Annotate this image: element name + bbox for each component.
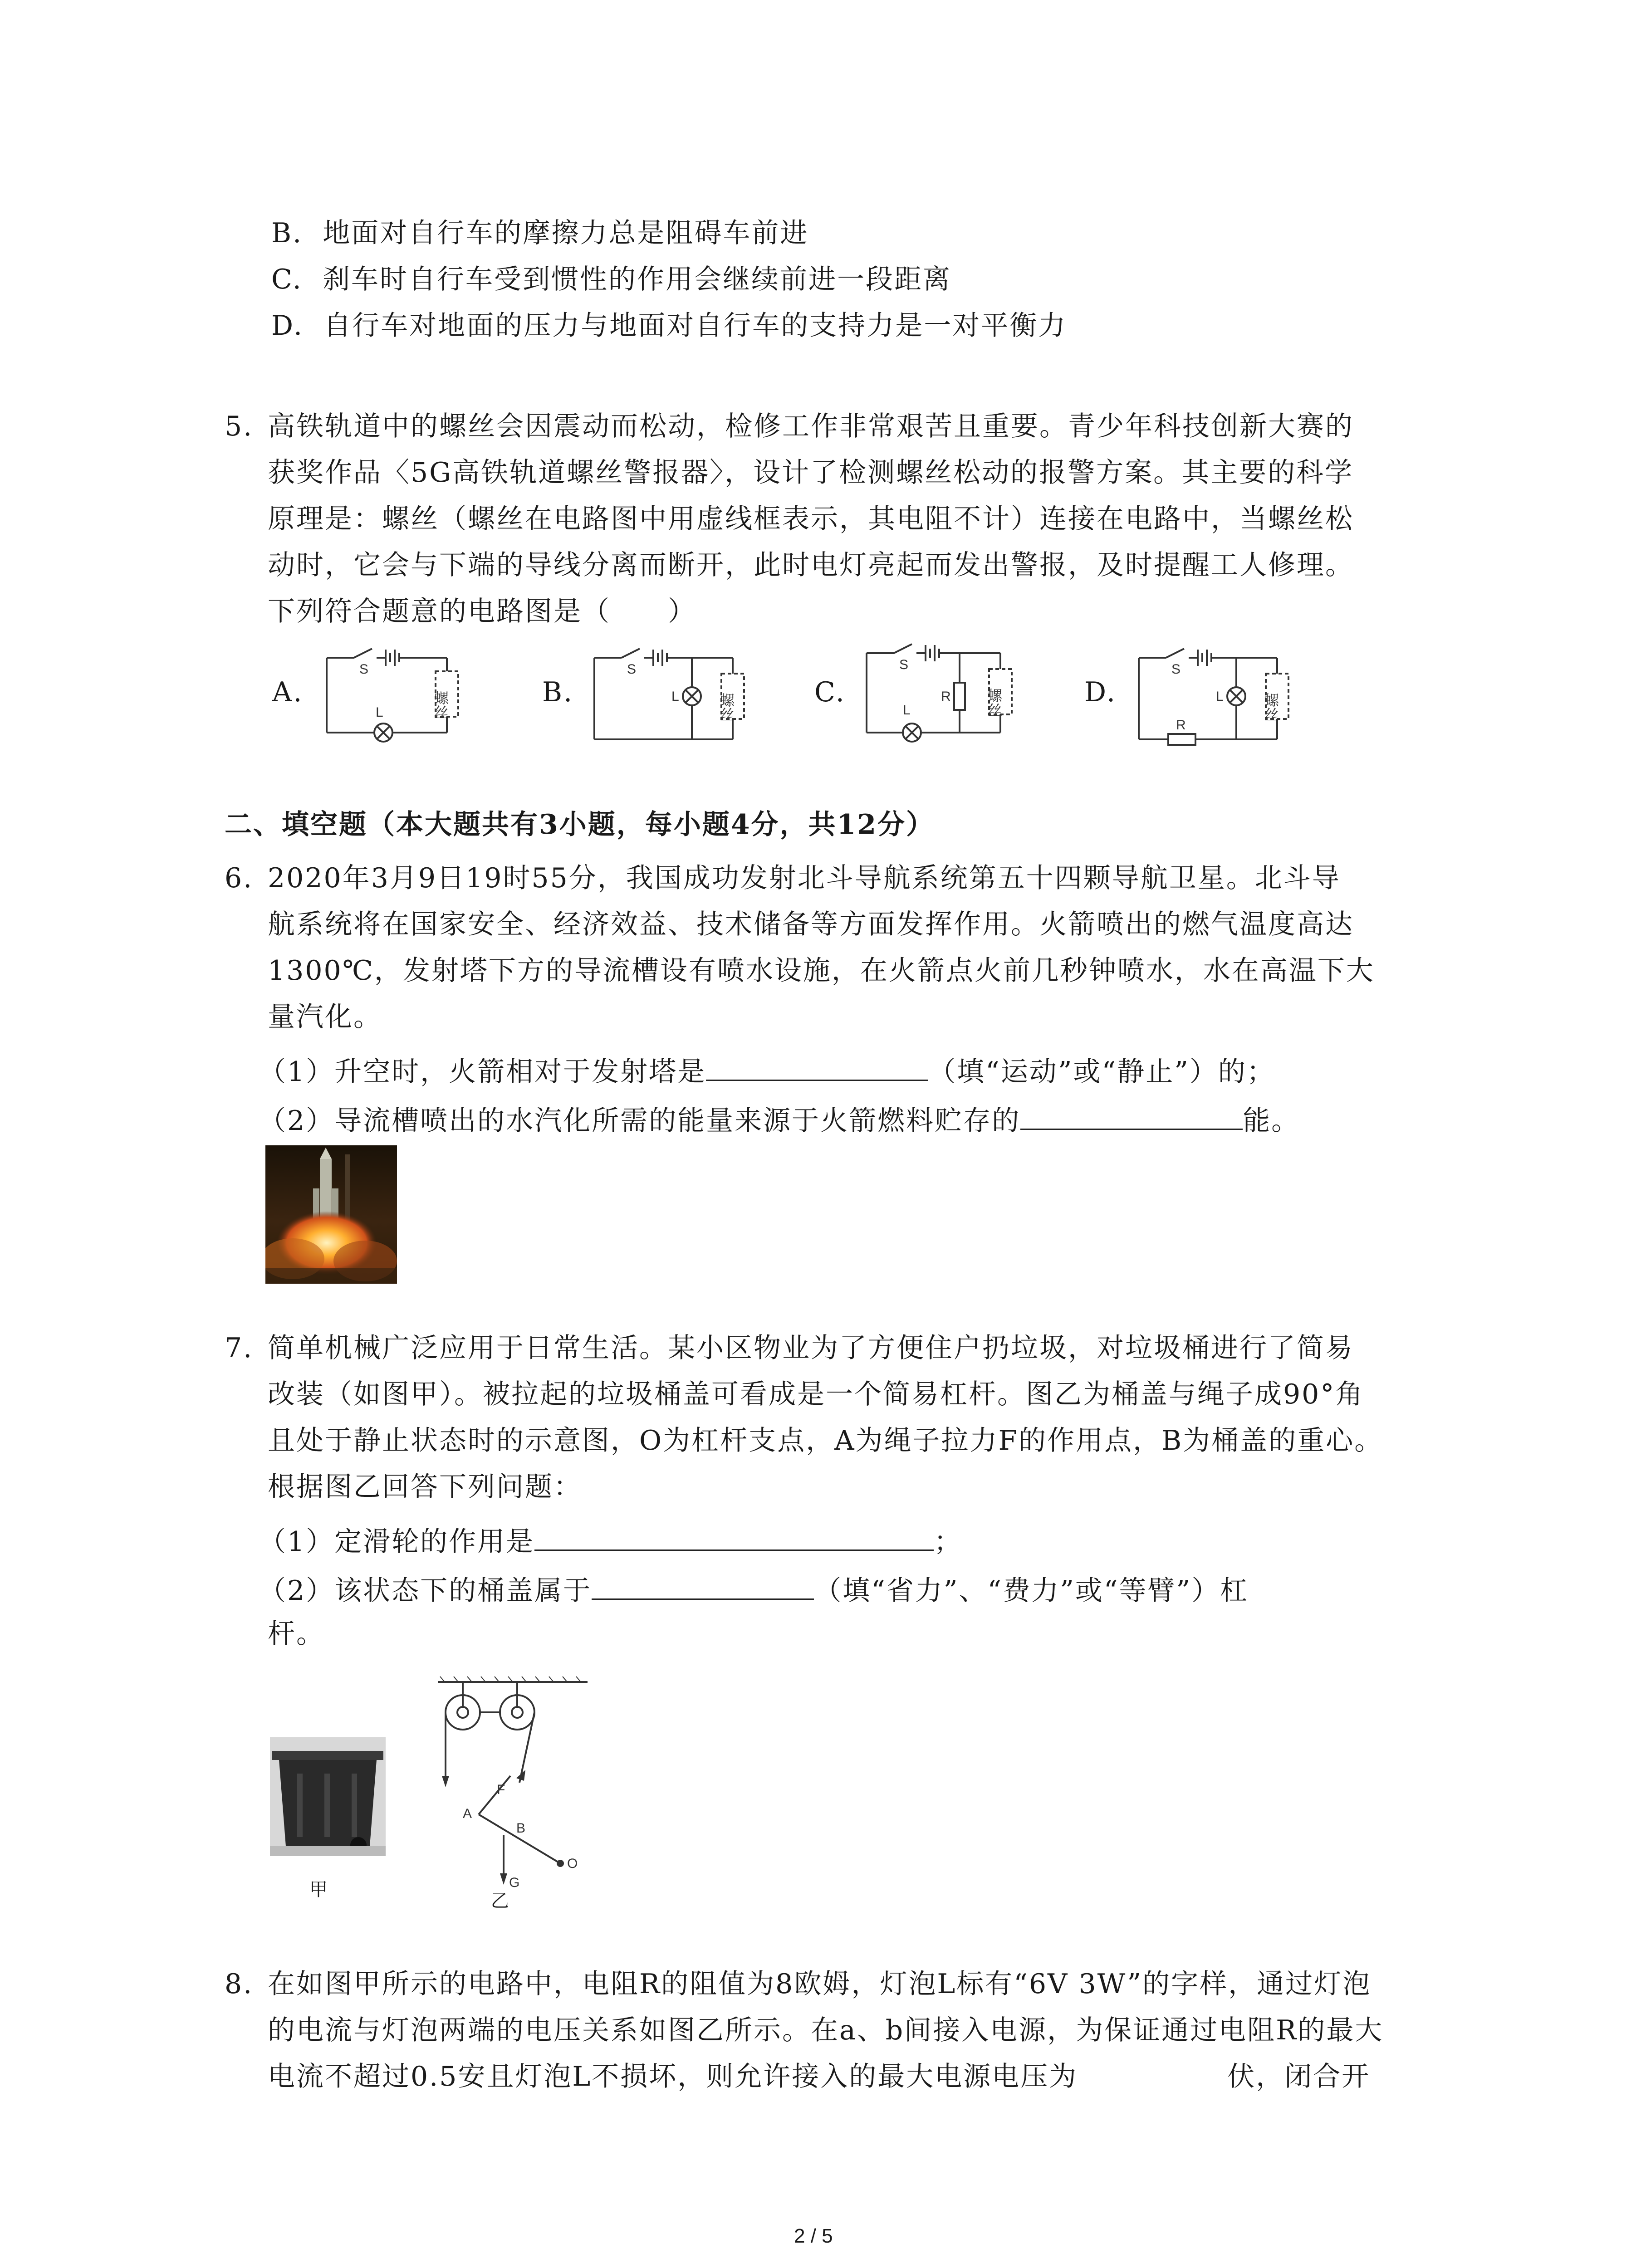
q8-line-2: 的电流与灯泡两端的电压关系如图乙所示。在a、b间接入电源，为保证通过电阻R的最大 (268, 2014, 1384, 2046)
q7-answer-blank-1[interactable] (534, 1521, 934, 1551)
resistor-label: R (1176, 718, 1186, 733)
q8-line-3: 电流不超过0.5安且灯泡L不损坏，则允许接入的最大电源电压为 伏，闭合开 (268, 2061, 1371, 2092)
q4-option-d: D. 自行车对地面的压力与地面对自行车的支持力是一对平衡力 (271, 310, 1067, 342)
q6-sub-1: （1）升空时，火箭相对于发射塔是 （填“运动”或“静止”）的； (259, 1051, 1275, 1088)
q5-option-a-label: A. (272, 676, 304, 708)
q8-number: 8. (225, 1968, 254, 2000)
lamp-label: L (1216, 689, 1224, 704)
q6-line-3: 1300℃，发射塔下方的导流槽设有喷水设施，在火箭点火前几秒钟喷水，水在高温下大 (268, 955, 1375, 987)
q5-number: 5. (225, 411, 254, 442)
resistor-label: R (941, 689, 951, 704)
circuit-diagram-d (1130, 644, 1302, 753)
q4-option-b: B. 地面对自行车的摩擦力总是阻碍车前进 (271, 217, 809, 249)
screw-label: 螺丝 (432, 690, 449, 719)
rocket-launch-photo (265, 1145, 397, 1284)
lamp-label: L (671, 689, 679, 704)
q4-option-c: C. 刹车时自行车受到惯性的作用会继续前进一段距离 (271, 264, 951, 295)
lever-diagram (431, 1674, 594, 1901)
screw-label: 螺丝 (718, 693, 735, 722)
q5-option-d-label: D. (1084, 676, 1117, 708)
figure-label-b: 乙 (491, 1891, 510, 1911)
q5-line-1: 高铁轨道中的螺丝会因震动而松动，检修工作非常艰苦且重要。青少年科技创新大赛的 (268, 411, 1354, 442)
force-f-label: F (497, 1782, 505, 1797)
q7-number: 7. (225, 1332, 254, 1364)
gravity-g-label: G (509, 1875, 520, 1890)
trash-bin-photo (270, 1737, 386, 1856)
q7-answer-blank-2[interactable] (592, 1570, 814, 1600)
q8-line-1: 在如图甲所示的电路中，电阻R的阻值为8欧姆，灯泡L标有“6V 3W”的字样，通过灯泡 (268, 1968, 1372, 2000)
q7-line-1: 简单机械广泛应用于日常生活。某小区物业为了方便住户扔垃圾，对垃圾桶进行了简易 (268, 1332, 1354, 1364)
q5-line-4: 动时，它会与下端的导线分离而断开，此时电灯亮起而发出警报，及时提醒工人修理。 (268, 549, 1354, 581)
q7-line-3: 且处于静止状态时的示意图，O为杠杆支点，A为绳子拉力F的作用点，B为桶盖的重心。 (268, 1425, 1383, 1457)
page-number: 2 / 5 (794, 2225, 833, 2247)
q5-line-5: 下列符合题意的电路图是（ ） (268, 596, 696, 627)
q5-option-c-label: C. (814, 676, 846, 708)
q5-option-b-label: B. (542, 676, 574, 708)
q6-line-4: 量汽化。 (268, 1001, 382, 1033)
q7-line-2: 改装（如图甲）。被拉起的垃圾桶盖可看成是一个简易杠杆。图乙为桶盖与绳子成90°角 (268, 1378, 1364, 1410)
point-b-label: B (516, 1821, 526, 1836)
point-a-label: A (463, 1806, 472, 1821)
q5-line-2: 获奖作品〈5G高铁轨道螺丝警报器〉，设计了检测螺丝松动的报警方案。其主要的科学 (268, 457, 1354, 489)
switch-label: S (899, 657, 909, 672)
q6-line-2: 航系统将在国家安全、经济效益、技术储备等方面发挥作用。火箭喷出的燃气温度高达 (268, 909, 1354, 940)
q7-sub-1: （1）定滑轮的作用是 ； (259, 1521, 962, 1558)
section-2-heading: 二、填空题（本大题共有3小题，每小题4分，共12分） (225, 809, 935, 841)
switch-label: S (627, 662, 637, 677)
q6-number: 6. (225, 862, 254, 894)
q5-line-3: 原理是：螺丝（螺丝在电路图中用虚线框表示，其电阻不计）连接在电路中，当螺丝松 (268, 503, 1354, 535)
q6-line-1: 2020年3月9日19时55分，我国成功发射北斗导航系统第五十四颗导航卫星。北斗导 (268, 862, 1341, 894)
screw-label: 螺丝 (1263, 693, 1279, 722)
switch-label: S (1171, 662, 1181, 677)
q6-sub-2: （2）导流槽喷出的水汽化所需的能量来源于火箭燃料贮存的 能。 (259, 1100, 1300, 1137)
q6-answer-blank-1[interactable] (706, 1051, 928, 1081)
circuit-diagram-c (857, 640, 1030, 753)
circuit-diagram-b (585, 644, 758, 753)
fulcrum-o-label: O (567, 1856, 578, 1871)
q7-sub-2: （2）该状态下的桶盖属于 （填“省力”、“费力”或“等臂”）杠 (259, 1570, 1249, 1607)
q7-sub-2-wrap: 杆。 (268, 1618, 325, 1650)
figure-label-a: 甲 (309, 1879, 329, 1900)
switch-label: S (359, 662, 369, 677)
lamp-label: L (903, 703, 911, 718)
q7-line-4: 根据图乙回答下列问题： (268, 1471, 582, 1503)
screw-label: 螺丝 (986, 688, 1002, 717)
q6-answer-blank-2[interactable] (1020, 1100, 1243, 1130)
lamp-label: L (376, 705, 383, 720)
circuit-diagram-a (318, 644, 481, 753)
